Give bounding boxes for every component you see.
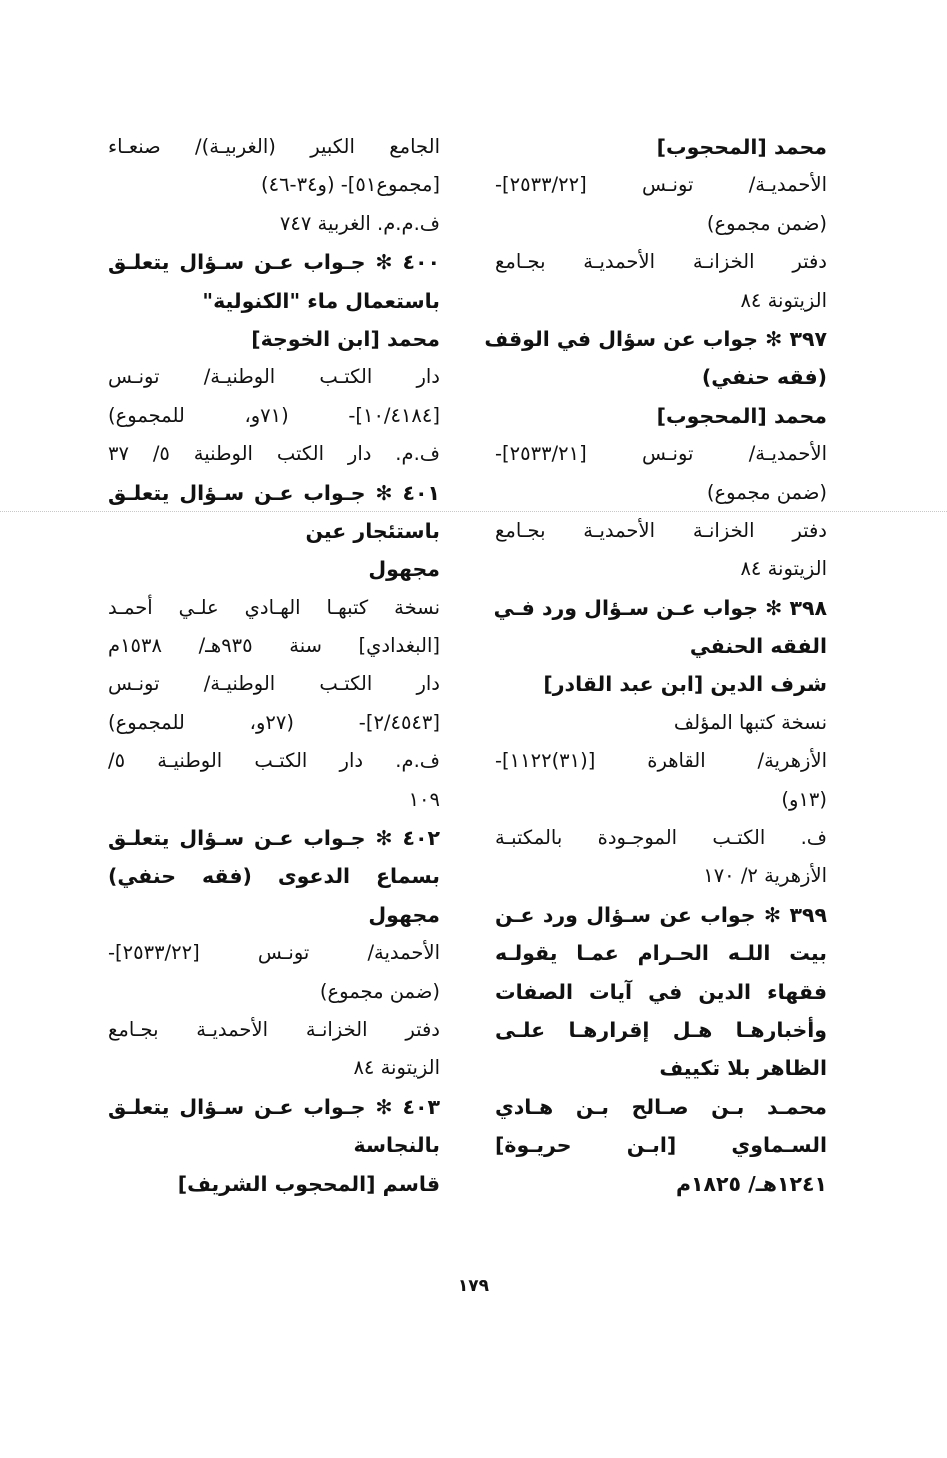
entry-text-line: دفتر الخزانـة الأحمديـة بجـامع	[495, 518, 827, 542]
entry-heading-line: بسماع الدعوى (فقه حنفي)	[108, 864, 440, 889]
entry-text-line: ف.م.م. الغربية ٧٤٧	[279, 211, 440, 235]
entry-text-line: الأحمديـة/ تونـس [٢٥٣٣/٢٢]-	[495, 173, 827, 197]
entry-text-line: ف. الكتـب الموجـودة بالمكتبـة	[495, 826, 827, 850]
entry-text-line: الزيتونة ٨٤	[353, 1056, 440, 1080]
entry-text-line: دار الكتـب الوطنيـة/ تونـس	[108, 672, 440, 696]
left-column	[108, 128, 440, 1203]
entry-heading-line: باستعمال ماء "الكنولية"	[202, 288, 440, 313]
entry-heading-line: بالنجاسة	[353, 1133, 440, 1158]
entry-text-line: (ضمن مجموع)	[706, 480, 827, 504]
entry-heading-line: ١٢٤١هـ/ ١٨٢٥م	[675, 1171, 827, 1196]
entry-text-line: الأزهرية ٢/ ١٧٠	[703, 864, 827, 888]
entry-heading-line: ٣٩٨ ✻ جواب عـن سـؤال ورد فـي	[493, 595, 827, 620]
entry-heading-line: محمـد بـن صـالح بـن هـادي	[495, 1094, 827, 1119]
entry-text-line: (ضمن مجموع)	[319, 979, 440, 1003]
entry-text-line: (١٣و)	[781, 787, 827, 811]
entry-text-line: الزيتونة ٨٤	[740, 557, 827, 581]
entry-heading-line: الفقه الحنفي	[689, 634, 827, 659]
entry-text-line: الأحمدية/ تونـس [٢٥٣٣/٢٢]-	[108, 941, 440, 965]
right-column	[484, 128, 827, 1203]
entry-text-line: نسخة كتبها المؤلف	[673, 710, 827, 734]
entry-heading-line: وأخبارهـا هـل إقرارهـا علـى	[495, 1017, 827, 1042]
entry-heading-line: باستئجار عين	[305, 518, 440, 543]
entry-heading-line: محمد [المحجوب]	[656, 403, 827, 428]
entry-text-line: دار الكتـب الوطنيـة/ تونـس	[108, 365, 440, 389]
page-number: ١٧٩	[457, 1276, 490, 1296]
entry-text-line: الزيتونة ٨٤	[740, 288, 827, 312]
entry-text-line: الجامع الكبير (الغربيـة)/ صنعـاء	[108, 135, 440, 158]
entry-heading-line: الظاهر بلا تكييف	[659, 1056, 827, 1081]
entry-text-line: ف.م. دار الكتب الوطنية ٥/ ٣٧	[108, 442, 440, 466]
entry-heading-line: محمد [المحجوب]	[656, 135, 827, 159]
entry-text-line: دفتر الخزانـة الأحمديـة بجـامع	[495, 250, 827, 274]
entry-text-line: [١٠/٤١٨٤]- (٧١و، للمجموع)	[108, 403, 440, 427]
entry-text-line: [مجموع٥١]- (و٣٤-٤٦)	[260, 173, 440, 197]
entry-text-line: ف.م. دار الكتـب الوطنيـة ٥/	[108, 749, 440, 773]
entry-heading-line: ٣٩٩ ✻ جواب عن سـؤال ورد عـن	[495, 902, 827, 927]
entry-heading-line: شرف الدين [ابن عبد القادر]	[543, 672, 827, 697]
entry-heading-line: (فقه حنفي)	[701, 365, 827, 390]
entry-text-line: (ضمن مجموع)	[706, 211, 827, 235]
entry-heading-line: محمد [ابن الخوجة]	[251, 326, 440, 351]
entry-heading-line: السـماوي [ابـن حريـوة]	[495, 1133, 827, 1158]
entry-heading-line: ٤٠٠ ✻ جـواب عـن سـؤال يتعلـق	[108, 250, 440, 275]
entry-heading-line: بيت اللـه الحـرام عمـا يقولـه	[495, 941, 827, 966]
scan-fold-line	[0, 511, 947, 512]
entry-text-line: الأحمديـة/ تونـس [٢٥٣٣/٢١]-	[495, 442, 827, 466]
entry-text-line: نسخة كتبهـا الهـادي علـي أحمـد	[108, 595, 440, 619]
entry-heading-line: قاسم [المحجوب الشريف]	[177, 1171, 440, 1196]
entry-text-line: ١٠٩	[408, 787, 440, 811]
entry-text-line: [٢/٤٥٤٣]- (٢٧و، للمجموع)	[108, 710, 440, 734]
entry-heading-line: ٤٠٣ ✻ جـواب عـن سـؤال يتعلـق	[108, 1094, 440, 1119]
entry-heading-line: مجهول	[368, 557, 440, 582]
entry-text-line: دفتر الخزانـة الأحمديـة بجـامع	[108, 1017, 440, 1041]
entry-text-line: الأزهرية/ القاهرة [(٣١)١١٢٢]-	[495, 749, 827, 773]
entry-heading-line: مجهول	[368, 902, 440, 927]
entry-heading-line: فقهاء الدين في آيات الصفات	[495, 979, 827, 1004]
entry-text-line: [البغدادي] سنة ٩٣٥هـ/ ١٥٣٨م	[108, 634, 441, 658]
entry-heading-line: ٤٠١ ✻ جـواب عـن سـؤال يتعلـق	[108, 480, 440, 505]
entry-heading-line: ٣٩٧ ✻ جواب عن سؤال في الوقف	[484, 326, 827, 351]
entry-heading-line: ٤٠٢ ✻ جـواب عـن سـؤال يتعلـق	[108, 826, 440, 851]
